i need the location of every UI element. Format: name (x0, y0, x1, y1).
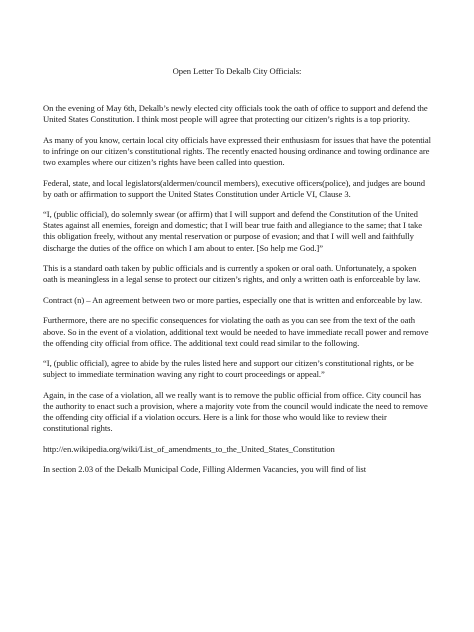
paragraph-additional-text: “I, (public official), agree to abide by the rules listed here and support our citizen’s constitutional rights, or be subject to immediate termination waving any right to court proceedings or appeal.” (43, 358, 414, 380)
constitution-amendments-link[interactable]: http://en.wikipedia.org/wiki/List_of_amendments_to_the_United_States_Constitution (43, 443, 335, 454)
paragraph-contract-definition: Contract (n) – An agreement between two or more parties, especially one that is written and enforceable by law. (43, 294, 423, 305)
paragraph-oath-taken: On the evening of May 6th, Dekalb’s newly elected city officials took the oath of office to support and defend the United States Constitution. I think most people will agree that protecting our citizen’s rights is a top priority. (43, 103, 428, 125)
paragraph-spoken-oath: This is a standard oath taken by public officials and is currently a spoken or oral oath. Unfortunately, a spoken oath is meaningless in a legal sense to protect our citizen’s rights, and only a written oath is enforceable by law. (43, 263, 421, 285)
paragraph-consequences: Furthermore, there are no specific consequences for violating the oath as you can see from the text of the oath above. So in the event of a violation, additional text would be needed to have immediate recall power and remove the offending city official from office. The additional text could read similar to the following. (43, 315, 429, 348)
paragraph-municipal-code: In section 2.03 of the Dekalb Municipal Code, Filling Aldermen Vacancies, you will find of list (43, 464, 367, 475)
paragraph-remove-official: Again, in the case of a violation, all we really want is to remove the public official from office. City council has the authority to enact such a provision, where a majority vote from the council would indicate the need to remove the offending city official if a violation occurs. Here is a link for those who would like to review their constitutional rights. (43, 389, 428, 434)
paragraph-bound-by-oath: Federal, state, and local legislators(aldermen/council members), executive officers(police), and judges are bound by oath or affirmation to support the United States Constitution under Article VI, Clause 3. (43, 177, 425, 199)
paragraph-local-officials: As many of you know, certain local city officials have expressed their enthusiasm for issues that have the potential to infringe on our citizen’s constitutional rights. The recently enacted housing ordinance and towing ordinance are two examples where our citizen’s rights have been called into question. (43, 134, 431, 167)
paragraph-oath-text: “I, (public official), do solemnly swear (or affirm) that I will support and defend the Constitution of the United States against all enemies, foreign and domestic; that I will bear true faith and allegiance to the same; that I take this obligation freely, without any mental reservation or purpose of evasion; and that I will well and faithfully discharge the duties of the office on which I am about to enter. [So help me God.]” (43, 209, 423, 253)
document-title: Open Letter To Dekalb City Officials: (172, 66, 302, 76)
